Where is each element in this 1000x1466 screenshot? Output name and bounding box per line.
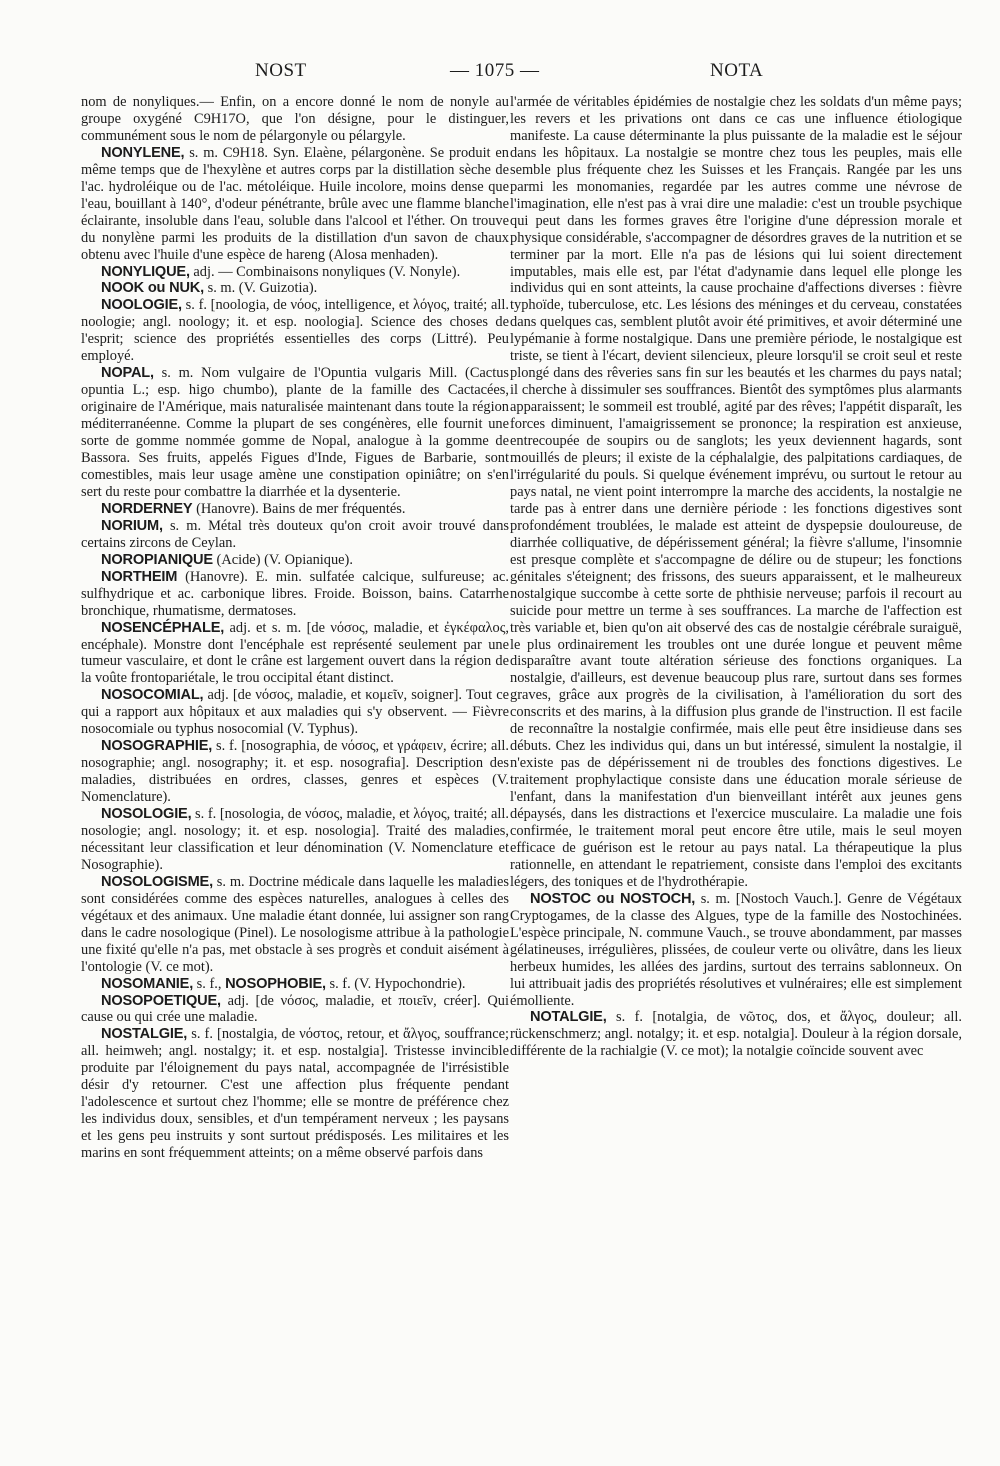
entry-northeim <box>81 569 509 620</box>
entry-body: s. f. [nostalgia, de νόστος, retour, et ἄλγος, souffrance; all. heimweh; angl. nostalgy; it. et esp. nostalgia]. Tristesse invincible produite par l'éloignement du pays natal, accompagnée de l'irrésistible désir d'y retourner. C'est une affection plus fréquente pendant l'adolescence et surtout chez l'homme; elle se montre de préférence chez les individus doux, sensibles, et d'un tempérament nerveux ; les paysans et les gens peu instruits y sont surtout prédisposés. Les militaires et les marins en sont fréquemment atteints; on a même observé parfois dans <box>81 1026 509 1162</box>
entry-nosologisme <box>81 874 509 976</box>
entry-nonylene <box>81 145 509 264</box>
entry-body: (Acide) (V. Opianique). <box>216 551 353 568</box>
running-header <box>80 60 960 84</box>
headword: NORDERNEY <box>101 500 193 517</box>
headword: NOTALGIE, <box>530 1009 607 1026</box>
entry-norium <box>81 518 509 552</box>
headword: NOSTOC ou NOSTOCH, <box>530 890 696 907</box>
headword: NONYLENE, <box>101 144 185 161</box>
entry-body: s. f., <box>196 975 222 992</box>
headword: NOSOLOGIE, <box>101 806 192 823</box>
entry-body: s. f. [nosologia, de νόσος, maladie, et λόγος, traité; all. nosologie; angl. nosology; it. et esp. nosologia]. Traité des maladies, nécessitant leur classification et leur dénomination (V. Nomenclature et Nosographie). <box>81 806 509 873</box>
entry-body: s. f. [noologia, de νόος, intelligence, et λόγος, traité; all. noologie; angl. noology; it. et esp. noologia]. Science des choses de l'esprit; science des propriétés essentielles des corps (Littré). Peu employé. <box>81 297 509 365</box>
headword: NOSENCÉPHALE, <box>101 619 225 636</box>
entry-nosomanie <box>81 976 509 993</box>
entry-nosocomial <box>81 687 509 738</box>
headword: NOSOPOETIQUE, <box>101 992 221 1009</box>
entry-body: s. f. [notalgia, de νῶτος, dos, et ἄλγος, douleur; all. rückenschmerz; angl. notalgy; it. et esp. notalgia]. Douleur à la région dorsale, différente de la rachialgie (V. ce mot); la notalgie coïncide souvent avec <box>510 1009 962 1060</box>
entry-body: s. m. Métal très douteux qu'on croit avoir trouvé dans certains zircons de Ceylan. <box>81 517 509 551</box>
page-number: — 1075 — <box>450 60 540 81</box>
entry-nosologie <box>81 806 509 874</box>
left-column <box>81 94 509 1162</box>
entry-body: s. m. Nom vulgaire de l'Opuntia vulgaris Mill. (Cactus opuntia L.; esp. higo chumbo), plante de la famille des Cactacées, originaire de l'Amérique, mais naturalisée maintenant dans toute la région méditerranéenne. Comme la plupart de ses congénères, elle fournit une sorte de gomme nommée gomme de Nopal, analogue à la gomme de Bassora. Ses fruits, appelés Figues d'Inde, Figues de Barbarie, sont comestibles, mais leur usage amène une constipation opiniâtre; on s'en sert du reste pour combattre la diarrhée et la dysenterie. <box>81 365 509 500</box>
entry-body: s. f. [nosographia, de νόσος, et γράφειν, écrire; all. nosographie; angl. nosography; it. et esp. nosografia]. Description des maladies, distribuées en ordres, classes, genres et espèces (V. Nomenclature). <box>81 738 509 806</box>
entry-body: adj. [de νόσος, maladie, et ποιεῖν, créer]. Qui cause ou qui crée une maladie. <box>81 992 509 1026</box>
entry-body: adj. — Combinaisons nonyliques (V. Nonyle). <box>193 263 461 280</box>
header-right-guideword: NOTA <box>710 60 764 81</box>
headword: NOSOCOMIAL, <box>101 687 204 704</box>
entry-nostalgie <box>81 1026 509 1162</box>
headword: NOSOMANIE, <box>101 975 194 992</box>
entry-notalgie <box>510 1009 962 1060</box>
entry-body: s. f. (V. Hypochondrie). <box>329 975 466 992</box>
headword: NOPAL, <box>101 365 154 382</box>
entry-body: s. m. (V. Guizotia). <box>207 280 318 297</box>
entry-nostalgie-continued: l'armée de véritables épidémies de nostalgie chez les soldats d'un même pays; les revers et les privations ont dans ce cas une influence étiologique manifeste. La cause déterminante la plus puissante de la maladie est le séjour dans les hôpitaux. La nostalgie se montre chez tous les peuples, mais elle semble plus fréquente chez les Suisses et les Français. Rangée par les uns parmi les monomanies, regardée par les autres comme une névrose de l'imagination, elle n'est pas à vrai dire une maladie: c'est un trouble psychique qui peut dans les formes graves être l'origine d'une dépression morale et physique considérable, s'accompagner de désordres graves de la nutrition et se terminer par la mort. Elle n'a pas de lésions qui lui soient directement imputables, mais elle est, par l'état d'adynamie dans lequel elle plonge les individus qui en sont atteints, la cause prochaine d'affections diverses : fièvre typhoïde, tuberculose, etc. Les lésions des méninges et du cerveau, constatées dans quelques cas, semblent plutôt avoir été primitives, et avoir déterminé une lypémanie à forme nostalgique. Dans une première période, le nostalgique est triste, se tient à l'écart, devient silencieux, pleure lorsqu'il se croit seul et reste plongé dans des rêveries sans fin sur les beautés et les charmes du pays natal; il cherche à dissimuler ses souffrances. Bientôt des symptômes plus alarmants apparaissent; le sommeil est troublé, agité par des rêves; l'appétit disparaît, les forces diminuent, l'amaigrissement se prononce; la respiration est anxieuse, entrecoupée de soupirs ou de sanglots; les yeux deviennent hagards, sont mouillés de pleurs; il existe de la céphalalgie, des palpitations cardiaques, de l'irrégularité du pouls. Si quelque événement imprévu, ou surtout le retour au pays natal, ne vient point interrompre la marche des accidents, la nostalgie ne tarde pas à entrer dans une dernière période : les fonctions digestives sont profondément troublées, le malade est atteint de dyspepsie douloureuse, de diarrhée colliquative, de dépérissement général; la fièvre s'allume, l'insomnie est presque complète et s'accompagne de délire ou de stupeur; les fonctions génitales s'éteignent; des frissons, des sueurs apparaissent, et le malheureux nostalgique succombe à cette sorte de phthisie nerveuse; parfois il recourt au suicide pour mettre un terme à ses souffrances. La marche de l'affection est très variable et, bien qu'on ait observé des cas de nostalgie cérébrale suraiguë, le plus ordinairement les troubles ont une durée longue et peuvent même disparaître avant toute altération sérieuse des fonctions organiques. La nostalgie, d'ailleurs, est devenue beaucoup plus rare, surtout dans ses formes graves, grâce aux progrès de la civilisation, à l'amélioration du sort des conscrits et des marins, à la diffusion plus grande de l'instruction. Il est facile de reconnaître la nostalgie confirmée, mais elle peut être insidieuse dans ses débuts. Chez les individus qui, dans un but intéressé, simulent la nostalgie, il n'existe pas de dépérissement ni de troubles des fonctions digestives. Le traitement prophylactique consiste dans une éducation morale sérieuse de l'enfant, dans la manifestation d'un bienveillant intérêt aux jeunes gens dépaysés, dans les distractions et l'exercice musculaire. La maladie une fois confirmée, le traitement moral peut encore être utile, mais le seul moyen efficace de guérison est le retour au pays natal. La thérapeutique la plus rationnelle, en attendant le repatriement, consiste dans l'emploi des excitants légers, des toniques et de l'hydrothérapie. <box>510 94 962 890</box>
entry-body: (Hanovre). Bains de mer fréquentés. <box>196 500 406 517</box>
headword: NOSOPHOBIE, <box>225 975 326 992</box>
header-left-guideword: NOST <box>255 60 307 81</box>
entry-noropianique <box>81 552 509 569</box>
headword: NOOK ou NUK, <box>101 280 204 297</box>
headword: NOROPIANIQUE <box>101 551 213 568</box>
entry-body: s. m. [Nostoch Vauch.]. Genre de Végétaux Cryptogames, de la classe des Algues, type de la famille des Nostochinées. L'espèce principale, N. commune Vauch., se trouve abondamment, par masses gélatineuses, irrégulières, plissées, de couleur verte ou olivâtre, dans les lieux herbeux humides, les allées des jardins, surtout des terrains sablonneux. On lui attribuait jadis des propriétés résolutives et vulnéraires; elle est simplement émolliente. <box>510 890 962 1009</box>
headword: NOOLOGIE, <box>101 297 182 314</box>
entry-nosographie <box>81 738 509 806</box>
entry-nosopoetique <box>81 993 509 1027</box>
headword: NONYLIQUE, <box>101 263 190 280</box>
entry-continuation: nom de nonyliques.— Enfin, on a encore donné le nom de nonyle au groupe oxygéné C9H17O, que l'on désigne, pour le distinguer, communément sous le nom de pélargonyle ou pélargyle. <box>81 94 509 144</box>
entry-nook <box>81 280 509 297</box>
entry-norderney <box>81 501 509 518</box>
headword: NOSTALGIE, <box>101 1026 188 1043</box>
headword: NORTHEIM <box>101 568 178 585</box>
right-column <box>510 94 962 1060</box>
entry-nonylique <box>81 264 509 281</box>
entry-body: (Hanovre). E. min. sulfatée calcique, sulfureuse; ac. sulfhydrique et ac. carbonique libres. Froide. Boisson, bains. Catarrhe bronchique, rhumatisme, dermatoses. <box>81 568 509 619</box>
entry-body: adj. [de νόσος, maladie, et κομεῖν, soigner]. Tout ce qui a rapport aux hôpitaux et aux maladies qui s'y observent. — Fièvre nosocomiale ou typhus nosocomial (V. Typhus). <box>81 687 509 738</box>
entry-nosencephale <box>81 620 509 688</box>
entry-body: adj. et s. m. [de νόσος, maladie, et ἐγκέφαλος, encéphale). Monstre dont l'encéphale est représenté seulement par une tumeur vasculaire, et dont le crâne est largement ouvert dans la région de la voûte frontopariétale, le trou occipital étant distinct. <box>81 619 509 687</box>
headword: NORIUM, <box>101 517 163 534</box>
entry-nostoc <box>510 891 962 1010</box>
entry-body: s. m. Doctrine médicale dans laquelle les maladies sont considérées comme des espèces naturelles, analogues à celles des végétaux et des animaux. Une maladie étant donnée, lui assigner son rang dans le cadre nosologique (Pinel). Le nosologisme attribue à la pathologie une fixité qu'elle n'a pas, met obstacle à ses progrès et conduit aisément à l'ontologie (V. ce mot). <box>81 873 509 975</box>
entry-body: s. m. C9H18. Syn. Elaène, pélargonène. Se produit en même temps que de l'hexylène et autres corps par la distillation sèche de l'ac. hydroléique ou de l'ac. métoléique. Huile incolore, moins dense que l'eau, bouillant à 140°, d'odeur pénétrante, brûle avec une flamme blanche éclairante, insoluble dans l'eau, soluble dans l'alcool et l'éther. On trouve du nonylène parmi les produits de la distillation d'un savon de chaux obtenu avec l'huile d'une espèce de hareng (Alosa menhaden). <box>81 144 509 263</box>
entry-nopal <box>81 365 509 501</box>
headword: NOSOGRAPHIE, <box>101 738 213 755</box>
entry-noologie <box>81 297 509 365</box>
headword: NOSOLOGISME, <box>101 873 213 890</box>
